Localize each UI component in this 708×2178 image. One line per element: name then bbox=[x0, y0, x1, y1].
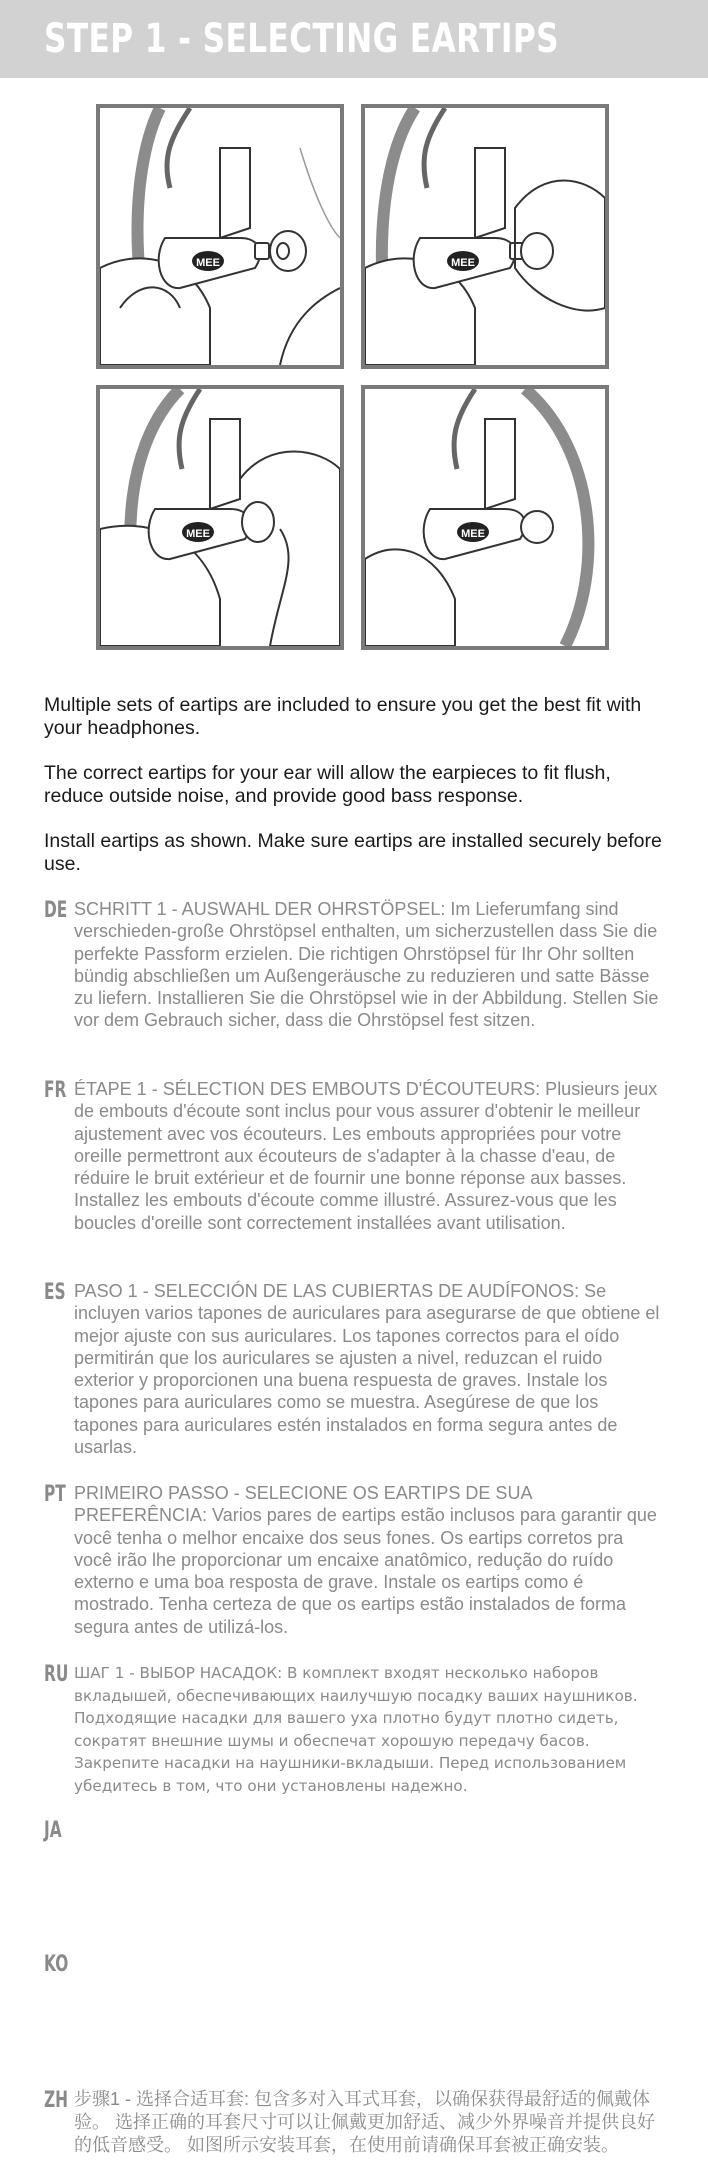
english-paragraph-1: Multiple sets of eartips are included to ensure you get the best fit with your headphones. bbox=[44, 694, 642, 739]
eartip-step-b-drawing bbox=[365, 108, 605, 365]
mee-logo: MEE bbox=[451, 257, 475, 269]
eartip-step-a-drawing bbox=[100, 108, 340, 365]
lang-code-ru: RU bbox=[44, 1662, 69, 1687]
page-title: STEP 1 - SELECTING EARTIPS bbox=[44, 16, 559, 62]
lang-text-de: SCHRITT 1 - AUSWAHL DER OHRSTÖPSEL: Im Lieferumfang sind verschieden-große Ohrstöpsel enthalten, um sicherzustellen dass Sie die perfekte Passform erzielen. Die richtigen Ohrstöpsel für Ihr Ohr sollten bündig abschließen um Außengeräusche zu reduzieren und satte Bässe zu liefern. Installieren Sie die Ohrstöpsel wie in der Abbildung. Stellen Sie vor dem Gebrauch sicher, dass die Ohrstöpsel fest sitzen. bbox=[74, 899, 659, 1031]
lang-code-zh: ZH bbox=[44, 2088, 69, 2113]
eartip-step-c-drawing bbox=[100, 389, 340, 646]
eartip-step-d-drawing bbox=[365, 389, 605, 646]
illustration-step-d bbox=[361, 385, 609, 650]
english-paragraph-2: The correct eartips for your ear will allow the earpieces to fit flush, reduce outside noise, and provide good bass response. bbox=[44, 762, 611, 807]
lang-text-ru: ШАГ 1 - ВЫБОР НАСАДОК: В комплект входят несколько наборов вкладышей, обеспечивающих наилучшую посадку ваших наушников. Подходящие насадки для вашего уха плотно будут плотно сидеть, сократят внешние шумы и обеспечат хорошую передачу басов. Закрепите насадки на наушники-вкладыши. Перед использованием убедитесь в том, что они установлены надежно. bbox=[74, 1664, 638, 1795]
english-paragraph-3: Install eartips as shown. Make sure eartips are installed securely before use. bbox=[44, 830, 662, 875]
lang-code-ko: KO bbox=[44, 1952, 69, 1977]
lang-code-fr: FR bbox=[44, 1078, 67, 1103]
illustration-step-c bbox=[96, 385, 344, 650]
lang-text-zh: 步骤1 - 选择合适耳套: 包含多对入耳式耳套，以确保获得最舒适的佩戴体验。 选择正确的耳套尺寸可以让佩戴更加舒适、减少外界噪音并提供良好的低音感受。 如图所示安装耳套，在使用前请确保耳套被正确安装。 bbox=[74, 2089, 655, 2155]
eartip-illustration-grid bbox=[96, 104, 612, 694]
mee-logo: MEE bbox=[196, 257, 220, 269]
lang-text-pt: PRIMEIRO PASSO - SELECIONE OS EARTIPS DE SUA PREFERÊNCIA: Varios pares de eartips estão inclusos para garantir que você tenha o melhor encaixe dos seus fones. Os eartips corretos pra você irão lhe proporcionar um encaixe anatômico, redução do ruído externo e uma boa resposta de grave. Instale os eartips como é mostrado. Tenha certeza de que os eartips estão instalados de forma segura antes de utilizá-los. bbox=[74, 1483, 657, 1637]
lang-code-es: ES bbox=[44, 1280, 66, 1305]
lang-text-fr: ÉTAPE 1 - SÉLECTION DES EMBOUTS D'ÉCOUTEURS: Plusieurs jeux de embouts d'écoute sont inclus pour vous assurer d'obtenir le meilleur ajustement avec vos écouteurs. Les embouts appropriées pour votre oreille permettront aux écouteurs de s'adapter à la chasse d'eau, de réduire le bruit extérieur et de fournir une bonne réponse aux basses. Installez les embouts d'écoute comme illustré. Assurez-vous que les boucles d'oreille sont correctement installées avant utilisation. bbox=[74, 1079, 658, 1233]
lang-code-pt: PT bbox=[44, 1482, 66, 1507]
lang-code-de: DE bbox=[44, 898, 68, 923]
illustration-step-b bbox=[361, 104, 609, 369]
mee-logo: MEE bbox=[461, 528, 485, 540]
mee-logo: MEE bbox=[186, 528, 210, 540]
illustration-step-a bbox=[96, 104, 344, 369]
header-bar bbox=[0, 0, 708, 78]
lang-code-ja: JA bbox=[44, 1818, 62, 1843]
lang-text-es: PASO 1 - SELECCIÓN DE LAS CUBIERTAS DE AUDÍFONOS: Se incluyen varios tapones de auriculares para asegurarse de que obtiene el mejor ajuste con sus auriculares. Los tapones correctos para el oído permitirán que los auriculares se ajusten a nivel, reduzcan el ruido exterior y proporcionen una buena respuesta de graves. Instale los tapones para auriculares como se muestra. Asegúrese de que los tapones para auriculares estén instalados en forma segura antes de usarlas. bbox=[74, 1281, 660, 1458]
